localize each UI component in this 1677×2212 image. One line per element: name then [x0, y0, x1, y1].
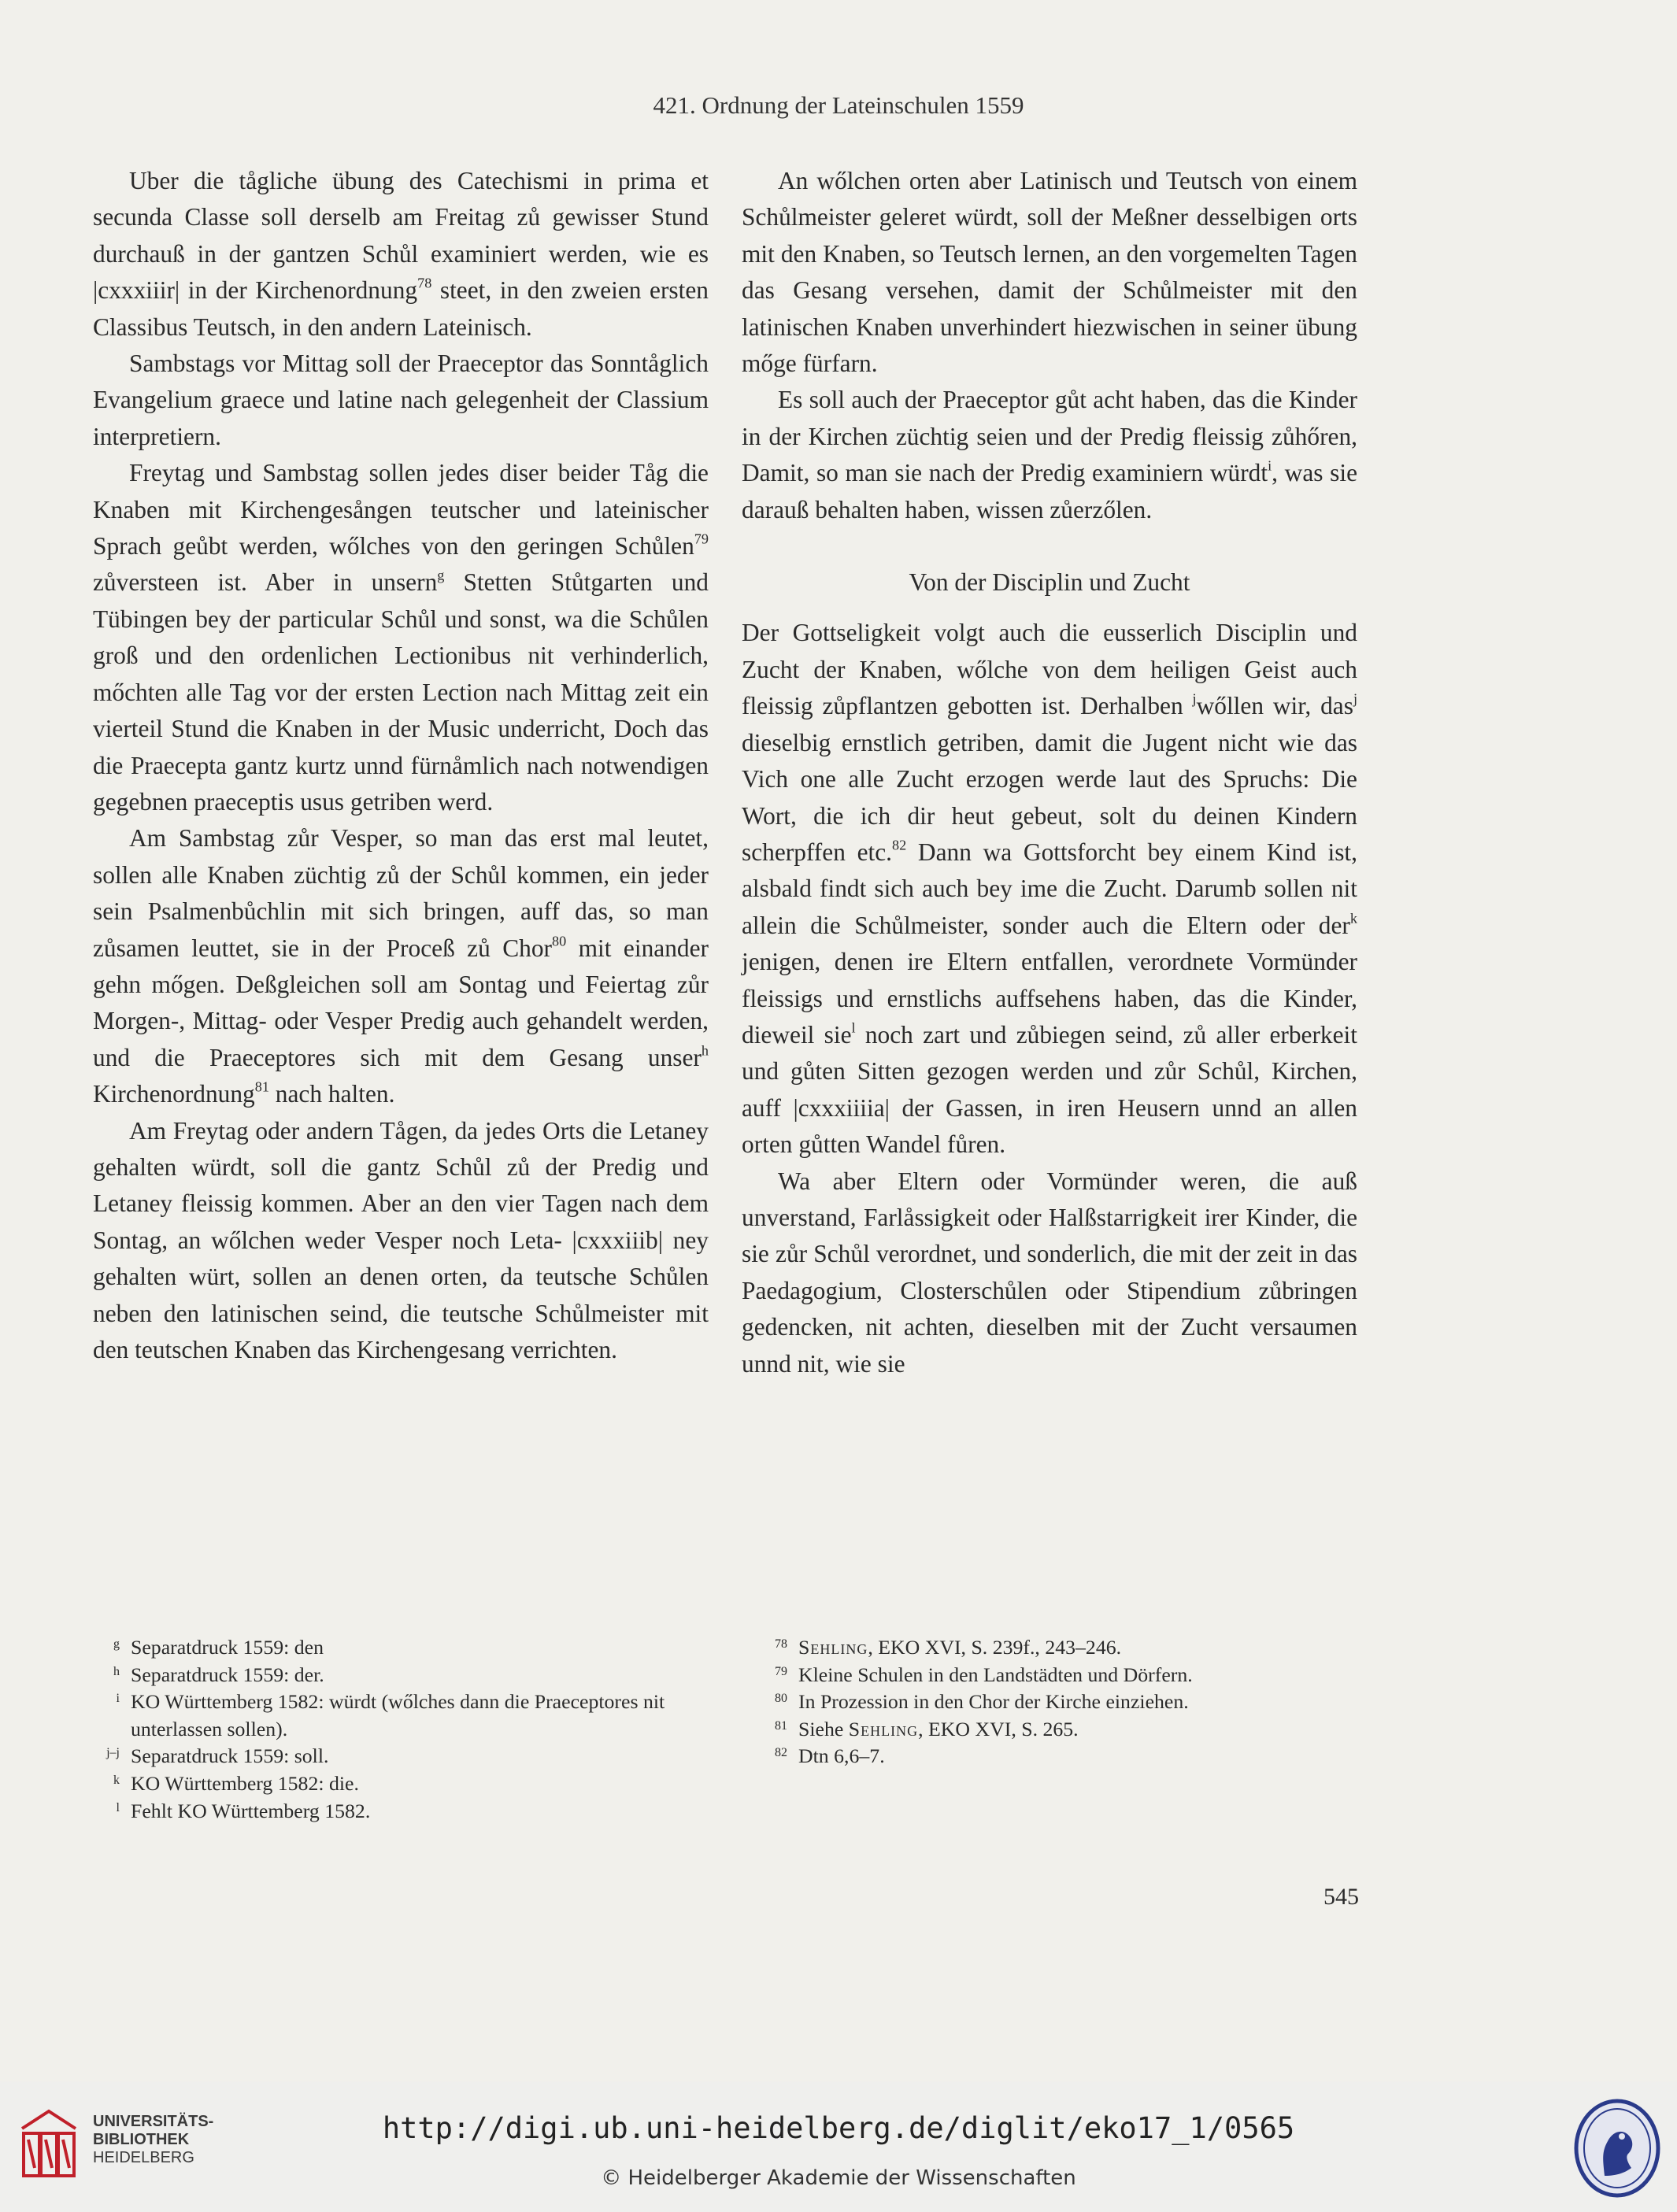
paragraph: [742, 382, 1357, 528]
footnote-mark: h: [113, 1664, 120, 1678]
paragraph-text: , was sie darauß behalten haben, wissen zůerzőlen.: [742, 459, 1357, 523]
footnote: [759, 1743, 1357, 1770]
paragraph-text: Am Sambstag zůr Vesper, so man das erst mal leutet, sollen alle Knaben züchtig zů der Schůl kommen, ein jeder sein Psalmenbůchlin mit sich bringen, auff das, so man zůsamen leuttet, sie in der Proceß zů Chor: [93, 824, 709, 962]
footnote-reference[interactable]: 81: [254, 1078, 269, 1095]
footnote-reference[interactable]: j: [1192, 690, 1197, 707]
footnote-reference[interactable]: l: [851, 1019, 856, 1036]
footnote-text: [131, 1743, 715, 1770]
footnote-reference[interactable]: 79: [694, 531, 709, 547]
footnote-text: [798, 1716, 1357, 1744]
paragraph-text: Uber die tågliche übung des Catechismi in prima et secunda Classe soll derselb am Freitag zů gewisser Stund durchauß in der gantzen Schůl examiniert werden, wie es |cxxxiiir| in der Kirchenordnung: [93, 167, 709, 305]
paragraph-text: Dann wa Gottsforcht bey einem Kind ist, alsbald findt sich auch bey ime die Zucht. Darumb sollen nit allein die Schůlmeister, sonder auch die Eltern oder der: [742, 838, 1357, 939]
footnote-body: KO Württemberg 1582: würdt (wőlches dann die Praeceptores nit unterlassen sollen).: [131, 1690, 665, 1740]
footnote: [85, 1798, 715, 1825]
footnote-text: [798, 1743, 1357, 1770]
paragraph: [93, 1113, 709, 1369]
footnote-reference[interactable]: 80: [552, 932, 567, 949]
footnote-reference[interactable]: i: [1268, 457, 1272, 474]
footnote-mark: 80: [775, 1692, 787, 1706]
paragraph-text: nach halten.: [268, 1080, 395, 1108]
footnote-body: Separatdruck 1559: den: [131, 1636, 324, 1659]
right-column: [742, 163, 1357, 1382]
page-number: 545: [1323, 1884, 1359, 1910]
footnote-text: [131, 1770, 715, 1798]
paragraph-text: dieselbig ernstlich getriben, damit die Jugent nicht wie das Vich one alle Zucht erzogen werde laut des Spruchs: Die Wort, die ich dir heut gebeut, solt du deinen Kindern scherpffen etc.: [742, 728, 1357, 866]
footnote-reference[interactable]: 82: [892, 837, 907, 853]
footnote-text: [131, 1634, 715, 1662]
right-column-before-heading: [742, 163, 1357, 528]
running-head: 421. Ordnung der Lateinschulen 1559: [653, 91, 1024, 119]
paragraph: [93, 346, 709, 455]
footnotes-right: [759, 1634, 1357, 1770]
footnote-mark: 79: [775, 1664, 787, 1678]
footnote-body: , EKO XVI, S. 239f., 243–246.: [868, 1636, 1122, 1659]
copyright-notice: © Heidelberger Akademie der Wissenschaften: [601, 2166, 1076, 2190]
footnote-mark: i: [116, 1692, 120, 1706]
paragraph: [742, 1163, 1357, 1382]
paragraph-text: Freytag und Sambstag sollen jedes diser beider Tåg die Knaben mit Kirchengesången teutscher und lateinischer Sprach geůbt werden, wőlches von den geringen Schůlen: [93, 459, 709, 560]
footnote-body: Separatdruck 1559: soll.: [131, 1744, 329, 1768]
author-name: Sehling: [848, 1717, 919, 1740]
footnote-text: [798, 1689, 1357, 1716]
paragraph-text: Es soll auch der Praeceptor gůt acht haben, das die Kinder in der Kirchen züchtig seien und der Predig fleissig zůhőren, Damit, so man sie nach der Predig examiniern würdt: [742, 386, 1357, 487]
footnote-mark: 81: [775, 1718, 787, 1733]
library-line-2: BIBLIOTHEK: [93, 2131, 190, 2148]
footnote-mark: 78: [775, 1637, 787, 1651]
section-heading: Von der Disciplin und Zucht: [909, 568, 1190, 597]
footnote: [85, 1662, 715, 1689]
footnote: [759, 1689, 1357, 1716]
left-column: [93, 163, 709, 1368]
right-column-after-heading: [742, 615, 1357, 1382]
paragraph: [93, 163, 709, 346]
paragraph-text: Am Freytag oder andern Tågen, da jedes Orts die Letaney gehalten würdt, soll die gantz Schůl zů der Predig und Letaney fleissig kommen. Aber an den vier Tagen nach dem Sontag, an wőlchen weder Vesper noch Leta- |cxxxiiib| ney gehalten würt, sollen an denen orten, da teutsche Schůlen neben den latinischen seind, die teutsche Schůlmeister mit den teutschen Knaben das Kirchengesang verrichten.: [93, 1116, 709, 1363]
footnote-reference[interactable]: g: [437, 567, 445, 583]
footnote-body: In Prozession in den Chor der Kirche einziehen.: [798, 1690, 1189, 1714]
footnote-body: KO Württemberg 1582: die.: [131, 1771, 359, 1795]
academy-seal-icon[interactable]: [1573, 2097, 1661, 2199]
footnote-mark: 82: [775, 1746, 787, 1760]
paragraph-text: Der Gottseligkeit volgt auch die eusserlich Disciplin und Zucht der Knaben, wőlche von dem heiligen Geist auch fleissig zůpflantzen gebotten ist. Derhalben: [742, 619, 1357, 720]
footnote-reference[interactable]: k: [1349, 910, 1357, 927]
paragraph: [742, 163, 1357, 382]
footnote-text: [798, 1634, 1357, 1662]
paragraph: [93, 455, 709, 820]
footnote-reference[interactable]: 78: [417, 275, 432, 291]
footnote: [85, 1770, 715, 1798]
paragraph-text: jenigen, denen ire Eltern entfallen, verordnete Vormünder fleissigs und ernstlichs auffsehens haben, das die Kinder, dieweil sie: [742, 948, 1357, 1049]
footnote-body: Fehlt KO Württemberg 1582.: [131, 1799, 371, 1822]
footnote: [759, 1662, 1357, 1689]
paragraph-text: noch zart und zůbiegen seind, zů aller erberkeit und gůten Sitten gezogen werden und zůr Schůl, Kirchen, auff |cxxxiiiia| der Gassen, in iren Heusern unnd an allen orten gůtten Wandel fůren.: [742, 1020, 1357, 1159]
paragraph-text: steet, in den zweien ersten Classibus Teutsch, in den andern Lateinisch.: [93, 276, 709, 341]
footnote-reference[interactable]: h: [701, 1042, 709, 1059]
paragraph: [93, 820, 709, 1112]
paragraph-text: Kirchenordnung: [93, 1080, 255, 1108]
library-line-3: HEIDELBERG: [93, 2149, 194, 2166]
footnote-text: [131, 1689, 715, 1743]
paragraph-text: zůversteen ist. Aber in unsern: [93, 568, 438, 597]
paragraph-text: wőllen wir, das: [1196, 692, 1353, 720]
footnote-mark: l: [116, 1800, 120, 1814]
footnote-mark: j–j: [106, 1746, 120, 1760]
footnote-body: Dtn 6,6–7.: [798, 1744, 885, 1768]
footnote-prefix: Siehe: [798, 1717, 849, 1740]
paragraph-text: An wőlchen orten aber Latinisch und Teutsch von einem Schůlmeister geleret würdt, soll der Meßner desselbigen orts mit den Knaben, so Teutsch lernen, an den vorgemelten Tagen das Gesang versehen, damit der Schůlmeister mit den latinischen Knaben unverhindert hiezwischen in seiner übung mőge fürfarn.: [742, 167, 1357, 378]
permalink-url[interactable]: http://digi.ub.uni-heidelberg.de/diglit/eko17_1/0565: [382, 2111, 1295, 2145]
footnote-body: Separatdruck 1559: der.: [131, 1663, 324, 1686]
paragraph-text: Wa aber Eltern oder Vormünder weren, die auß unverstand, Farlåssigkeit oder Halßstarrigkeit irer Kinder, die sie zůr Schůl verordnet, und sonderlich, die mit der zeit in das Paedagogium, Closterschůlen oder Stipendium zůbringen gedencken, nit achten, dieselben mit der Zucht versaumen unnd nit, wie sie: [742, 1167, 1357, 1378]
footnote: [85, 1743, 715, 1770]
footnote-body: Kleine Schulen in den Landstädten und Dörfern.: [798, 1663, 1193, 1686]
footnote-body: , EKO XVI, S. 265.: [918, 1717, 1079, 1740]
footnotes-left: [85, 1634, 715, 1825]
footnote-mark: g: [113, 1637, 120, 1651]
footnote-mark: k: [113, 1773, 120, 1787]
footnote-reference[interactable]: j: [1353, 690, 1357, 707]
footnote-text: [131, 1662, 715, 1689]
footnote: [85, 1634, 715, 1662]
author-name: Sehling: [798, 1636, 868, 1659]
paragraph-text: mit einander gehn mőgen. Deßgleichen soll am Sontag und Feiertag zůr Morgen-, Mittag- oder Vesper Predig auch gehandelt werden, und die Praeceptores sich mit dem Gesang unser: [93, 934, 709, 1071]
library-line-1: UNIVERSITÄTS-: [93, 2113, 214, 2130]
footnote-text: [798, 1662, 1357, 1689]
paragraph: [742, 615, 1357, 1163]
footnote: [759, 1634, 1357, 1662]
paragraph-text: Sambstags vor Mittag soll der Praeceptor das Sonntåglich Evangelium graece und latine nach gelegenheit der Classium interpretiern.: [93, 350, 709, 450]
footnote-text: [131, 1798, 715, 1825]
paragraph-text: Stetten Stůtgarten und Tübingen bey der particular Schůl und sonst, wa die Schůlen groß und den ordenlichen Lectionibus nit verhinderlich, mőchten alle Tag vor der ersten Lection nach Mittag zeit ein vierteil Stund die Knaben in der Music underricht, Doch das die Praecepta gantz kurtz unnd fürnåmlich nach notwendigen gegebnen praeceptis usus getriben werd.: [93, 568, 709, 816]
footnote: [759, 1716, 1357, 1744]
footer-bar: [0, 2081, 1677, 2212]
footnote: [85, 1689, 715, 1743]
